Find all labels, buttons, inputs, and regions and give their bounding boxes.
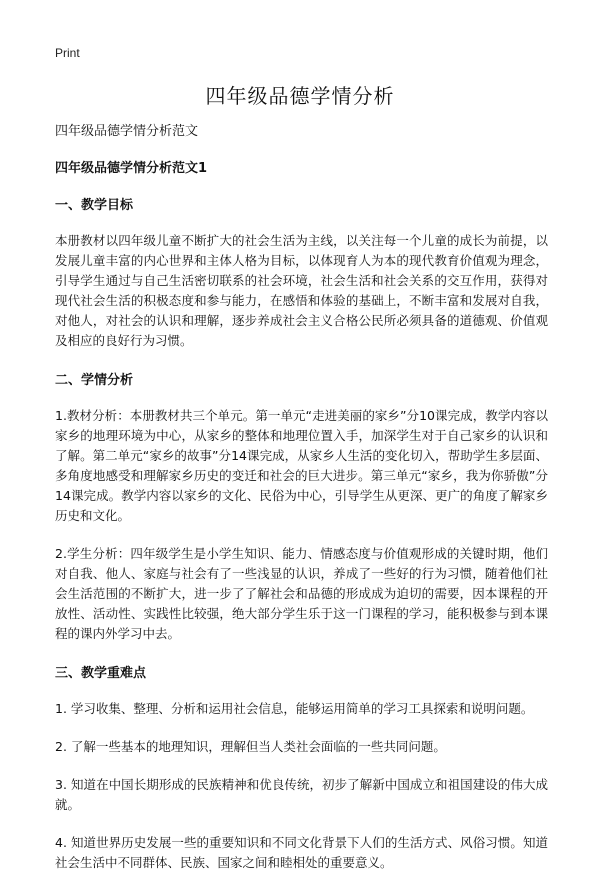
section-paragraph: 2. 了解一些基本的地理知识，理解但当人类社会面临的一些共同问题。 (55, 739, 446, 754)
section-heading: 二、学情分析 (55, 373, 134, 388)
section-paragraph: 1. 学习收集、整理、分析和运用社会信息，能够运用简单的学习工具探索和说明问题。 (55, 701, 534, 716)
page-title: 四年级品德学情分析 (205, 84, 395, 108)
section-paragraph: 本册教材以四年级儿童不断扩大的社会生活为主线，以关注每一个儿童的成长为前提，以发展儿童丰富的内心世界和主体人格为目标，以体现育人为本的现代教育价值观为理念，引导学生通过与自己生活密切联系的社会环境，社会生活和社会关系的交互作用，获得对现代社会生活的积极态度和参与能力，在感悟和体验的基础上，不断丰富和发展对自我，对他人，对社会的认识和理解，逐步养成社会主义合格公民所必须具备的道德观、价值观及相应的良好行为习惯。 (55, 233, 548, 348)
document-body (55, 120, 548, 891)
document-subtitle: 四年级品德学情分析范文 (55, 124, 199, 139)
section-heading: 三、教学重难点 (55, 666, 147, 681)
section-paragraph: 2.学生分析：四年级学生是小学生知识、能力、情感态度与价值观形成的关键时期，他们对自我、他人、家庭与社会有了一些浅显的认识，养成了一些好的行为习惯，随着他们社会生活范围的不断扩大，进一步了了解社会和品德的形成成为迫切的需要，因本课程的开放性、活动性、实践性比较强，绝大部分学生乐于这一门课程的学习，能积极参与到本课程的课内外学习中去。 (55, 546, 548, 641)
section-paragraph: 1.教材分析：本册教材共三个单元。第一单元“走进美丽的家乡”分10课完成，教学内容以家乡的地理环境为中心，从家乡的整体和地理位置入手，加深学生对于自己家乡的认识和了解。第二单元“家乡的故事”分14课完成，从家乡人生活的变化切入，帮助学生多层面、多角度地感受和理解家乡历史的变迁和社会的巨大进步。第三单元“家乡，我为你骄傲”分14课完成。教学内容以家乡的文化、民俗为中心，引导学生从更深、更广的角度了解家乡历史和文化。 (55, 408, 548, 523)
section-paragraph: 4. 知道世界历史发展一些的重要知识和不同文化背景下人们的生活方式、风俗习惯。知道社会生活中不同群体、民族、国家之间和睦相处的重要意义。 (55, 835, 548, 870)
print-link[interactable]: Print (55, 46, 80, 60)
article-title: 四年级品德学情分析范文1 (55, 161, 208, 176)
section-paragraph: 3. 知道在中国长期形成的民族精神和优良传统，初步了解新中国成立和祖国建设的伟大成就。 (55, 777, 548, 812)
section-heading: 一、教学目标 (55, 198, 134, 213)
